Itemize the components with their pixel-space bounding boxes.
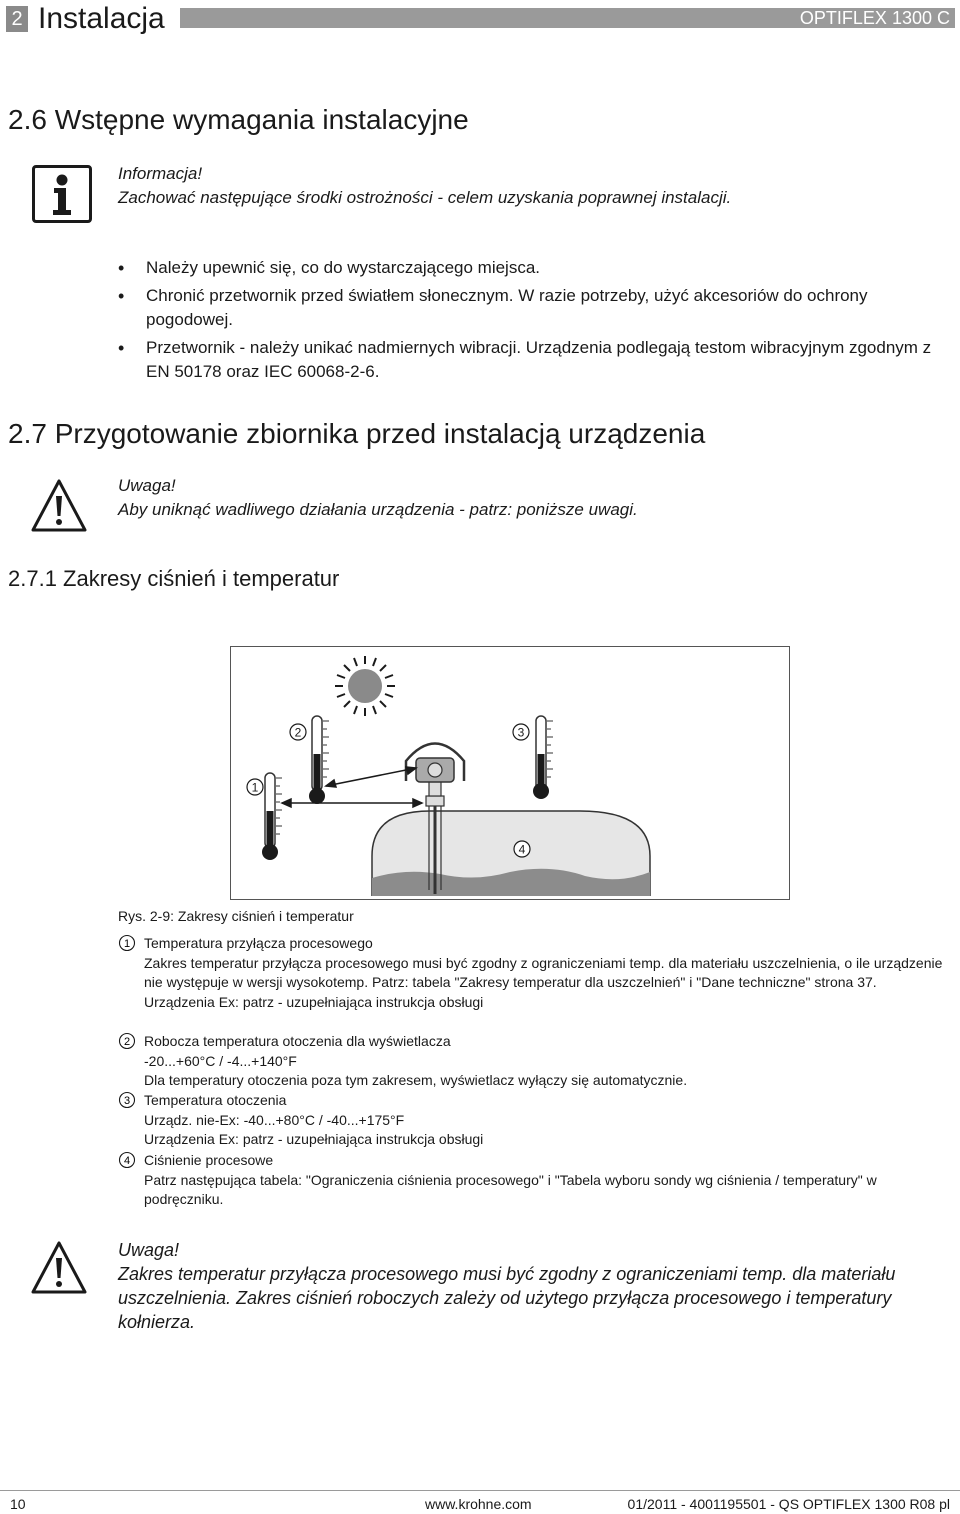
requirements-list (118, 256, 954, 388)
legend-marker-2 (118, 1032, 136, 1050)
list-item: • Należy upewnić się, co do wystarczającego miejsca. (118, 256, 954, 280)
marker-4: 4 (518, 842, 526, 857)
info-text: Zachować następujące środki ostrożności - celem uzyskania poprawnej instalacji. (118, 188, 732, 207)
footer-doc-ref: 01/2011 - 4001195501 - QS OPTIFLEX 1300 R08 pl (627, 1496, 950, 1512)
svg-text:2: 2 (123, 1036, 131, 1048)
footer-divider (0, 1490, 960, 1491)
warning2-label: Uwaga! (118, 1240, 180, 1260)
legend-marker-4 (118, 1151, 136, 1169)
svg-text:1: 1 (123, 938, 131, 950)
product-name: OPTIFLEX 1300 C (799, 8, 950, 28)
legend-item-3: 3 Temperatura otoczenia Urządz. nie-Ex: -40...+80°C / -40...+175°F Urządzenia Ex: patrz - uzupełniająca instrukcja obsługi (118, 1091, 958, 1150)
marker-3: 3 (517, 725, 525, 740)
chapter-title: Instalacja (38, 2, 165, 35)
section-2-7-title: 2.7 Przygotowanie zbiornika przed instalacją urządzenia (8, 418, 706, 449)
section-2-7-1-title: 2.7.1 Zakresy ciśnień i temperatur (8, 566, 340, 591)
svg-text:3: 3 (123, 1095, 131, 1107)
figure-caption: Rys. 2-9: Zakresy ciśnień i temperatur (118, 908, 354, 924)
legend-item-2: 2 Robocza temperatura otoczenia dla wyświetlacza -20...+60°C / -4...+140°F Dla temperatury otoczenia poza tym zakresem, wyświetlacz wyłączy się automatycznie. (118, 1032, 958, 1091)
footer-website[interactable]: www.krohne.com (425, 1496, 532, 1512)
warning-triangle-icon (30, 1240, 88, 1296)
svg-text:4: 4 (123, 1155, 131, 1167)
warning2-text: Zakres temperatur przyłącza procesowego musi być zgodny z ograniczeniami temp. dla materiału uszczelnienia. Zakres ciśnień roboczych zależy od użytego przyłącza procesowego i temperatury kołnierza. (118, 1264, 896, 1332)
section-2-6-title: 2.6 Wstępne wymagania instalacyjne (8, 104, 469, 135)
marker-1: 1 (251, 780, 259, 795)
warning-triangle-icon (30, 478, 88, 534)
marker-2: 2 (294, 725, 302, 740)
legend-marker-3 (118, 1091, 136, 1109)
info-icon (32, 165, 92, 223)
warning-label: Uwaga! (118, 476, 176, 495)
chapter-number-badge: 2 (6, 6, 28, 32)
pressure-temperature-figure (230, 646, 792, 902)
list-item: • Chronić przetwornik przed światłem słonecznym. W razie potrzeby, użyć akcesoriów do ochrony pogodowej. (118, 284, 954, 332)
tank-icon (372, 811, 650, 896)
info-label: Informacja! (118, 164, 203, 183)
legend-item-1: 1 Temperatura przyłącza procesowego Zakres temperatur przyłącza procesowego musi być zgodny z ograniczeniami temp. dla materiału uszczelnienia, o ile urządzenie nie występuje w wersji wysokotemp. Patrz: tabela "Zakresy temperatur dla uszczelnień" i "Dane techniczne" strona 37. Urządzenia Ex: patrz - uzupełniająca instrukcja obsługi (118, 934, 958, 1012)
legend-item-4: 4 Ciśnienie procesowe Patrz następująca tabela: "Ograniczenia ciśnienia procesowego" i "Tabela wyboru sondy wg ciśnienia / temperatury" w podręczniku. (118, 1151, 958, 1210)
page-number: 10 (10, 1496, 26, 1512)
warning-text: Aby uniknąć wadliwego działania urządzenia - patrz: poniższe uwagi. (118, 500, 638, 519)
legend-marker-1 (118, 934, 136, 952)
list-item: • Przetwornik - należy unikać nadmiernych wibracji. Urządzenia podlegają testom wibracyjnym zgodnym z EN 50178 oraz IEC 60068-2-6. (118, 336, 954, 384)
